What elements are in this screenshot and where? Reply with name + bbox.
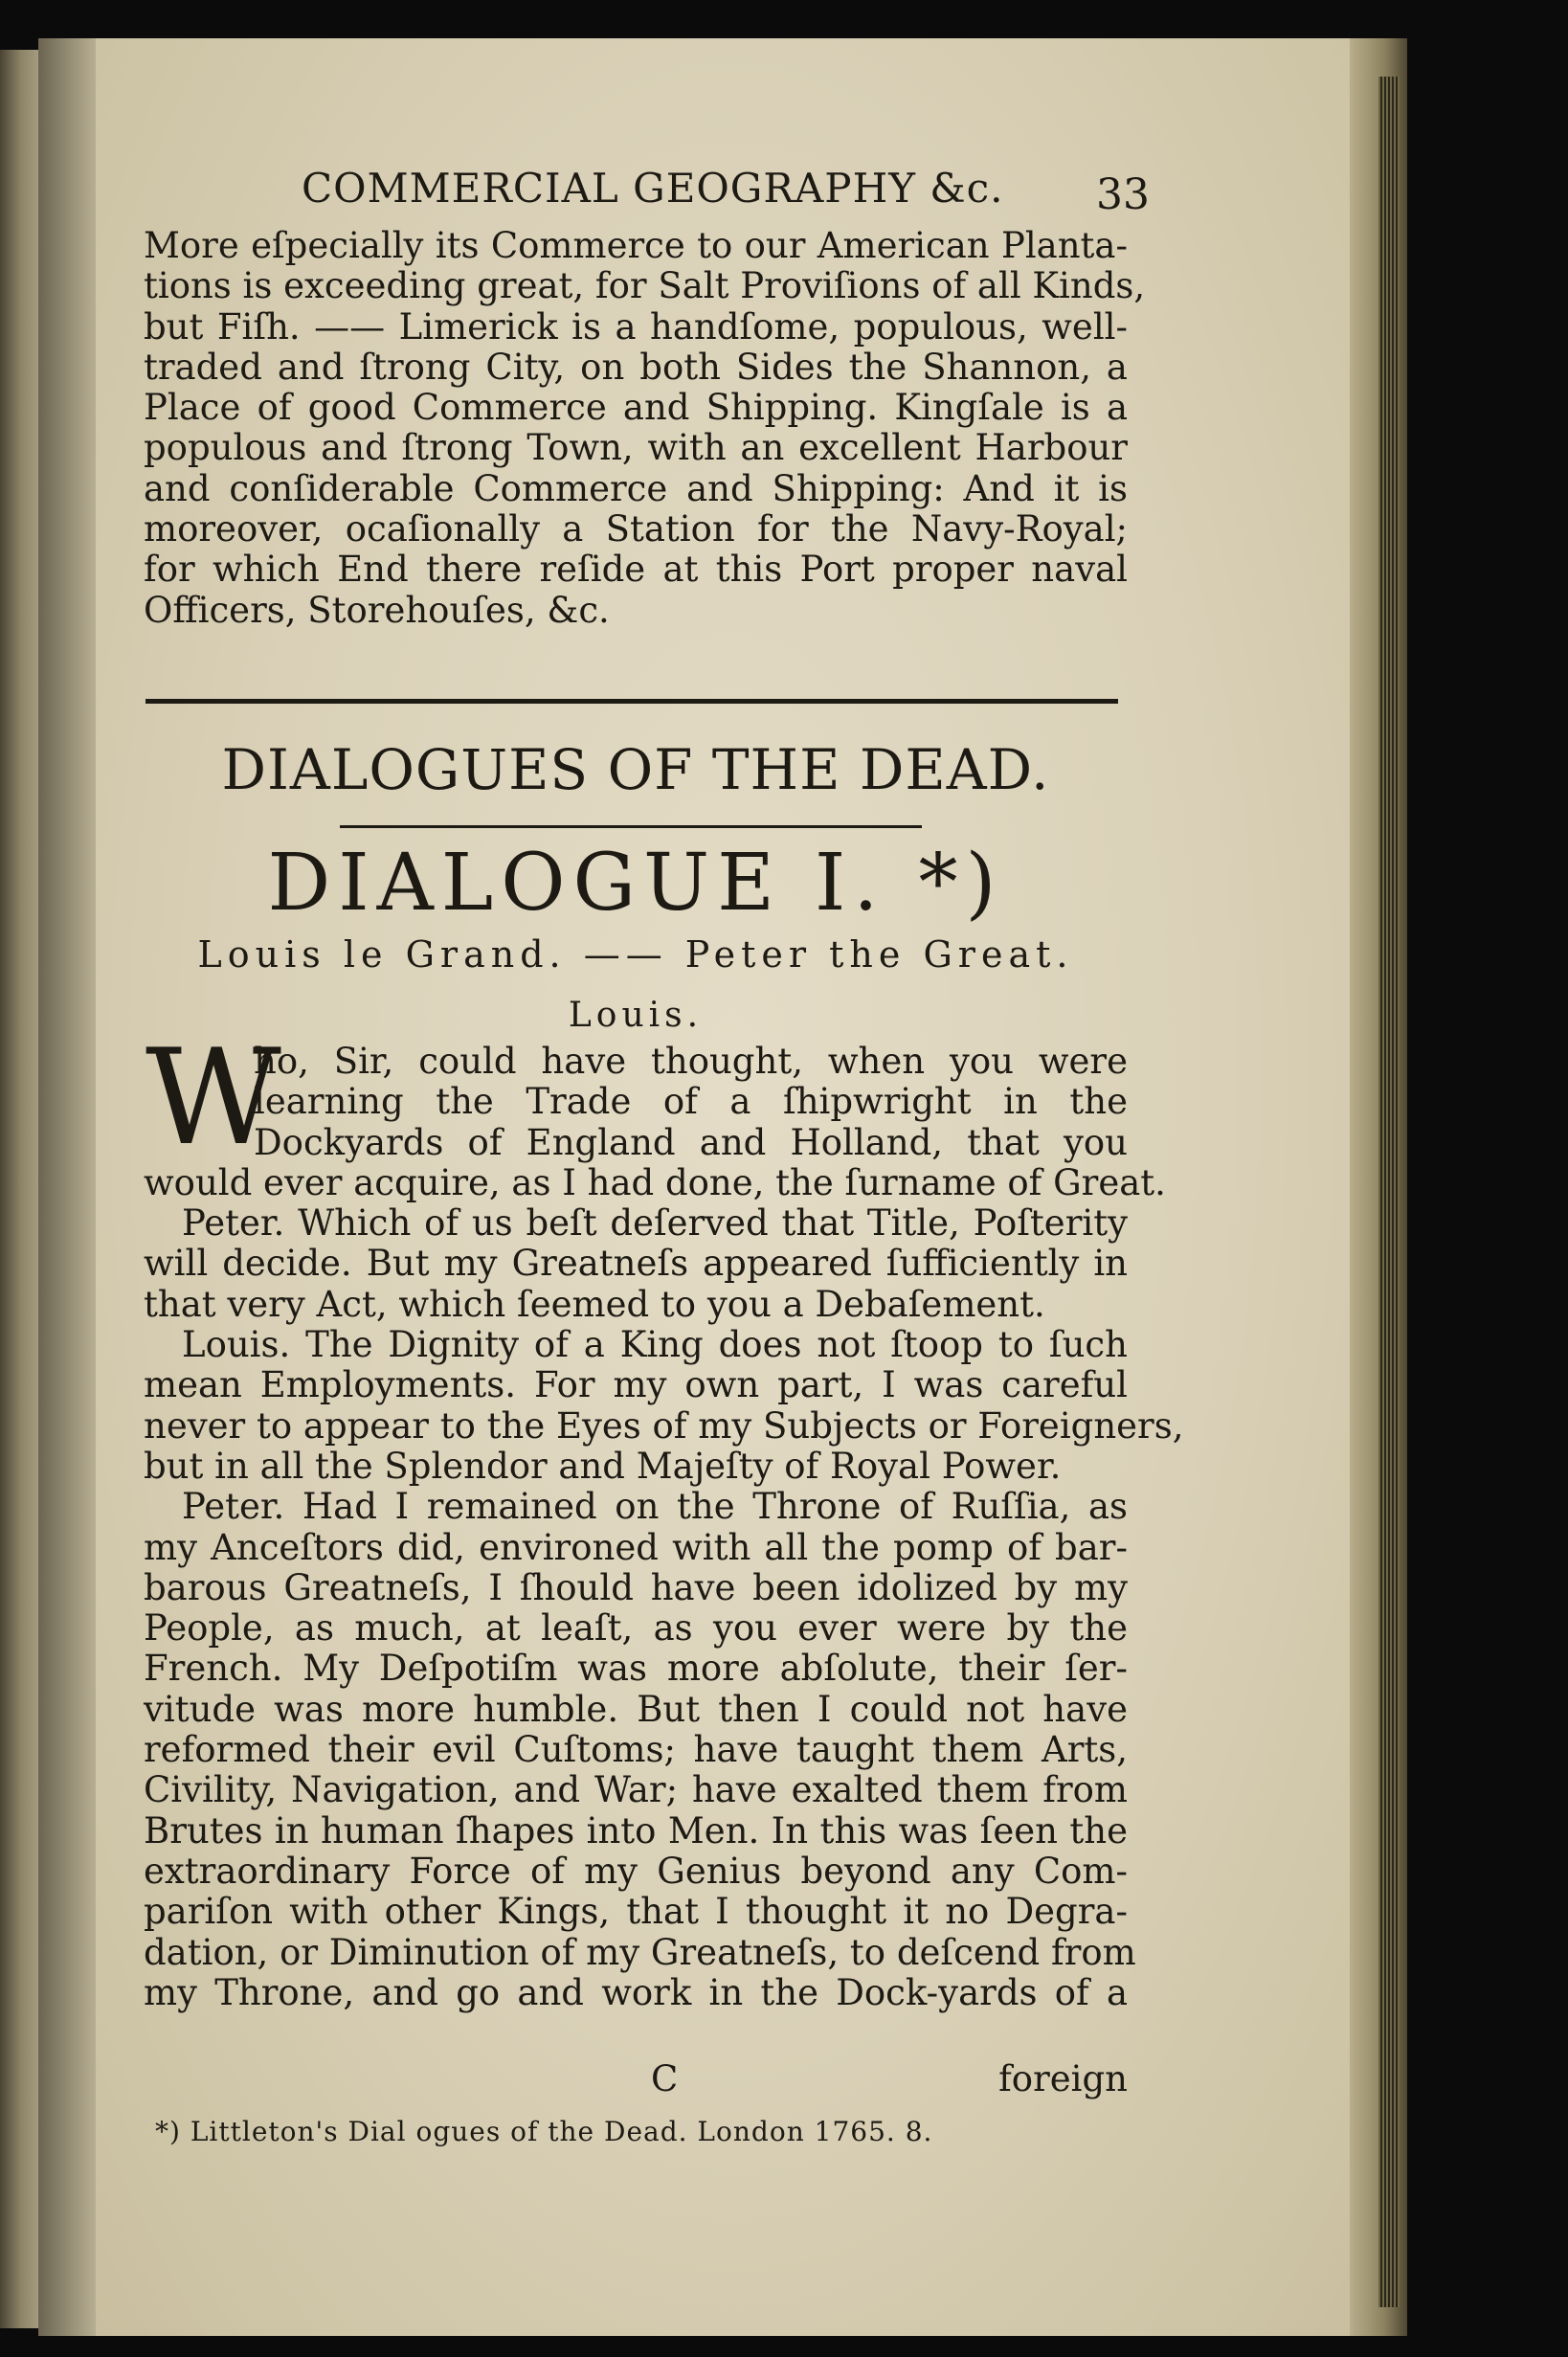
text-line: Officers, Storehouſes, &c. [144, 589, 610, 631]
text-line: Louis. The Dignity of a King does not ſtoop to ſuch [182, 1324, 1128, 1366]
page-number: 33 [1096, 170, 1150, 219]
signature-mark: C [651, 2058, 679, 2099]
dialogue-title: DIALOGUE I. *) [267, 838, 1004, 929]
text-line: but Fiſh. —— Limerick is a handſome, populous, well- [144, 305, 1128, 348]
text-line: moreover, ocaſionally a Station for the Navy-Royal; [144, 508, 1128, 550]
text-line: that very Act, which ſeemed to you a Debaſement. [144, 1283, 1045, 1325]
text-line: Place of good Commerce and Shipping. Kingſale is a [144, 387, 1128, 429]
text-line: Peter. Which of us beſt deſerved that Title, Poſterity [182, 1202, 1128, 1245]
catchword: foreign [998, 2058, 1128, 2099]
text-line: pariſon with other Kings, that I thought it no Degra- [144, 1891, 1128, 1933]
text-line: More eſpecially its Commerce to our American Planta- [144, 225, 1128, 266]
text-line: for which End there reſide at this Port proper naval [144, 549, 1128, 591]
running-title: COMMERCIAL GEOGRAPHY &c. [302, 165, 1004, 212]
text-line: dation, or Diminution of my Greatneſs, to deſcend from [144, 1931, 1136, 1973]
text-line: vitude was more humble. But then I could not have [144, 1688, 1128, 1730]
text-line: and conſiderable Commerce and Shipping: And it is [144, 467, 1128, 509]
drop-cap: W [146, 1021, 281, 1175]
text-line: Civility, Navigation, and War; have exalted them from [144, 1769, 1128, 1811]
text-line: extraordinary Force of my Genius beyond any Com- [144, 1850, 1128, 1892]
text-line: French. My Deſpotiſm was more abſolute, their ſer- [144, 1648, 1128, 1690]
text-line: my Anceſtors did, environed with all the pomp of bar- [144, 1526, 1128, 1568]
text-line: Brutes in human ſhapes into Men. In this was ſeen the [144, 1809, 1128, 1852]
text-line: populous and ſtrong Town, with an excellent Harbour [144, 427, 1128, 469]
text-line: Dockyards of England and Holland, that you [254, 1121, 1128, 1163]
section-title: DIALOGUES OF THE DEAD. [221, 737, 1050, 802]
speaker-heading: Louis. [568, 996, 704, 1035]
dialogue-text [144, 1041, 1184, 2013]
text-line: People, as much, at leaſt, as you ever were by the [144, 1607, 1128, 1650]
footnote: *) Littleton's Dial ogues of the Dead. London 1765. 8. [155, 2116, 933, 2147]
text-line: will decide. But my Greatneſs appeared ſufficiently in [144, 1243, 1128, 1285]
intro-paragraph [144, 225, 1146, 631]
text-line: reformed their evil Cuſtoms; have taught them Arts, [144, 1729, 1128, 1771]
text-line: my Throne, and go and work in the Dock-yards of a [144, 1971, 1128, 2013]
text-line: barous Greatneſs, I ſhould have been idolized by my [144, 1566, 1128, 1608]
text-line: Peter. Had I remained on the Throne of Ruſſia, as [182, 1486, 1128, 1528]
text-line: mean Employments. For my own part, I was careful [144, 1364, 1128, 1406]
text-line: traded and ſtrong City, on both Sides the Shannon, a [144, 346, 1128, 388]
text-line: tions is exceeding great, for Salt Proviſions of all Kinds, [144, 265, 1146, 307]
text-line: learning the Trade of a ſhipwright in the [254, 1081, 1128, 1123]
text-line: ho, Sir, could have thought, when you were [254, 1041, 1128, 1082]
text-line: would ever acquire, as I had done, the ſurname of Great. [144, 1161, 1166, 1203]
section-divider-rule [146, 699, 1118, 704]
text-line: but in all the Splendor and Majeſty of Royal Power. [144, 1445, 1062, 1487]
title-underline-rule [340, 825, 922, 828]
text-line: never to appear to the Eyes of my Subjects or Foreigners, [144, 1404, 1184, 1447]
speakers-line: Louis le Grand. —— Peter the Great. [197, 933, 1074, 976]
